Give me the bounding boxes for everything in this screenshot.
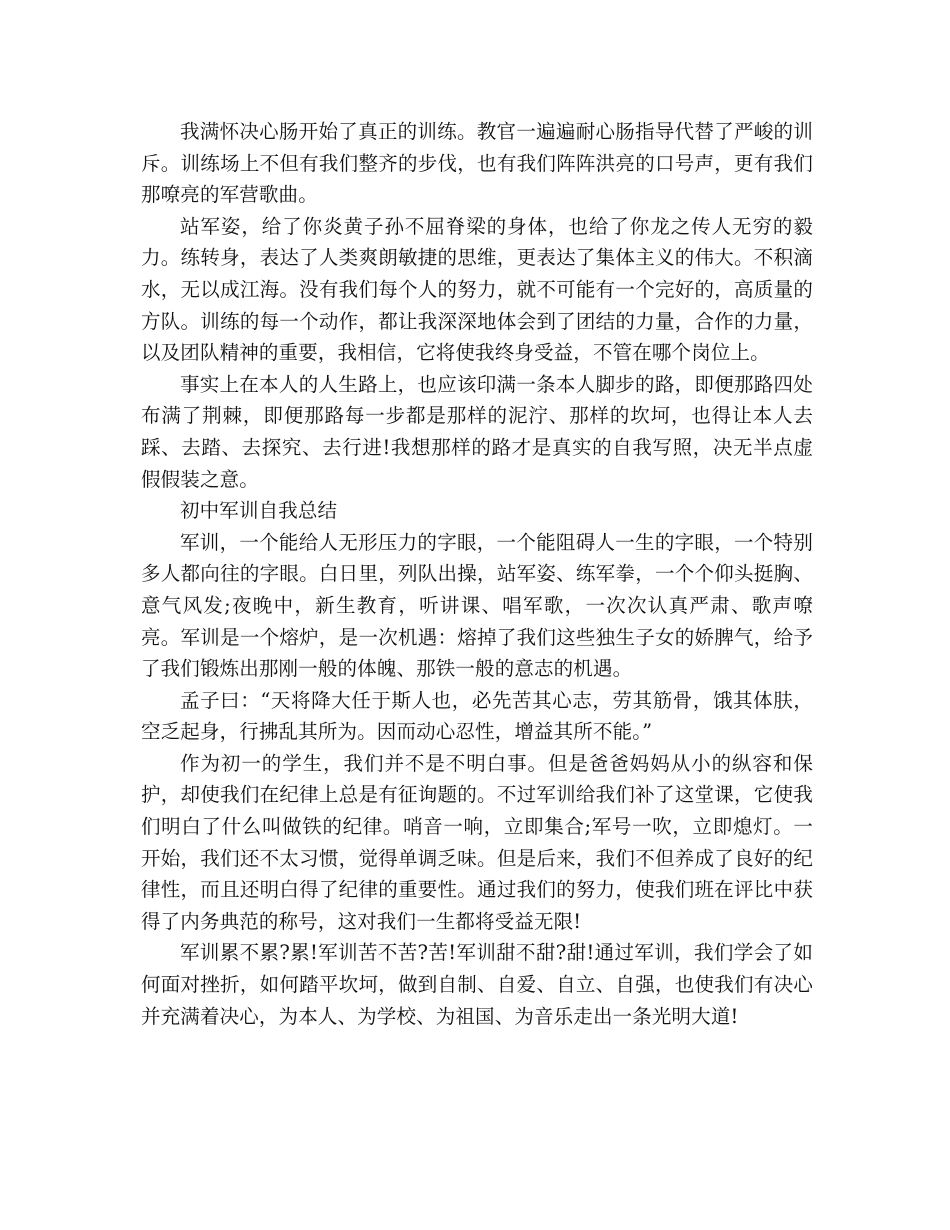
paragraph-conclusion: 军训累不累?累!军训苦不苦?苦!军训甜不甜?甜!通过军训，我们学会了如何面对挫折，如何踏平坎坷，做到自制、自爱、自立、自强，也使我们有决心并充满着决心，为本人、为学校、为祖国、为音乐走出一条光明大道!: [141, 941, 813, 1028]
paragraph-training-start: 我满怀决心肠开始了真正的训练。教官一遍遍耐心肠指导代替了严峻的训斥。训练场上不但有我们整齐的步伐，也有我们阵阵洪亮的口号声，更有我们那嘹亮的军营歌曲。: [141, 120, 813, 207]
paragraph-military-training: 军训，一个能给人无形压力的字眼，一个能阻碍人一生的字眼，一个特别多人都向往的字眼。白日里，列队出操，站军姿、练军拳，一个个仰头挺胸、意气风发;夜晚中，新生教育，听讲课、唱军歌，一次次认真严肃、歌声嘹亮。军训是一个熔炉，是一次机遇：熔掉了我们这些独生子女的娇脾气，给予了我们锻炼出那刚一般的体魄、那铁一般的意志的机遇。: [141, 530, 813, 681]
paragraph-discipline: 作为初一的学生，我们并不是不明白事。但是爸爸妈妈从小的纵容和保护，却使我们在纪律上总是有征询题的。不过军训给我们补了这堂课，它使我们明白了什么叫做铁的纪律。哨音一响，立即集合;军号一吹，立即熄灯。一开始，我们还不太习惯，觉得单调乏味。但是后来，我们不但养成了良好的纪律性，而且还明白得了纪律的重要性。通过我们的努力，使我们班在评比中获得了内务典范的称号，这对我们一生都将受益无限!: [141, 751, 813, 933]
paragraph-life-road: 事实上在本人的人生路上，也应该印满一条本人脚步的路，即便那路四处布满了荆棘，即便那路每一步都是那样的泥泞、那样的坎坷，也得让本人去踩、去踏、去探究、去行进!我想那样的路才是真实的自我写照，决无半点虚假假装之意。: [141, 372, 813, 491]
section-heading: 初中军训自我总结: [180, 499, 338, 523]
paragraph-mencius-quote: 孟子曰：“天将降大任于斯人也，必先苦其心志，劳其筋骨，饿其体肤，空乏起身，行拂乱其所为。因而动心忍性，增益其所不能。”: [141, 688, 813, 744]
paragraph-standing-posture: 站军姿，给了你炎黄子孙不屈脊梁的身体，也给了你龙之传人无穷的毅力。练转身，表达了人类爽朗敏捷的思维，更表达了集体主义的伟大。不积滴水，无以成江海。没有我们每个人的努力，就不可能有一个完好的，高质量的方队。训练的每一个动作，都让我深深地体会到了团结的力量，合作的力量，以及团队精神的重要，我相信，它将使我终身受益，不管在哪个岗位上。: [141, 214, 813, 365]
document-page: [141, 116, 813, 1032]
